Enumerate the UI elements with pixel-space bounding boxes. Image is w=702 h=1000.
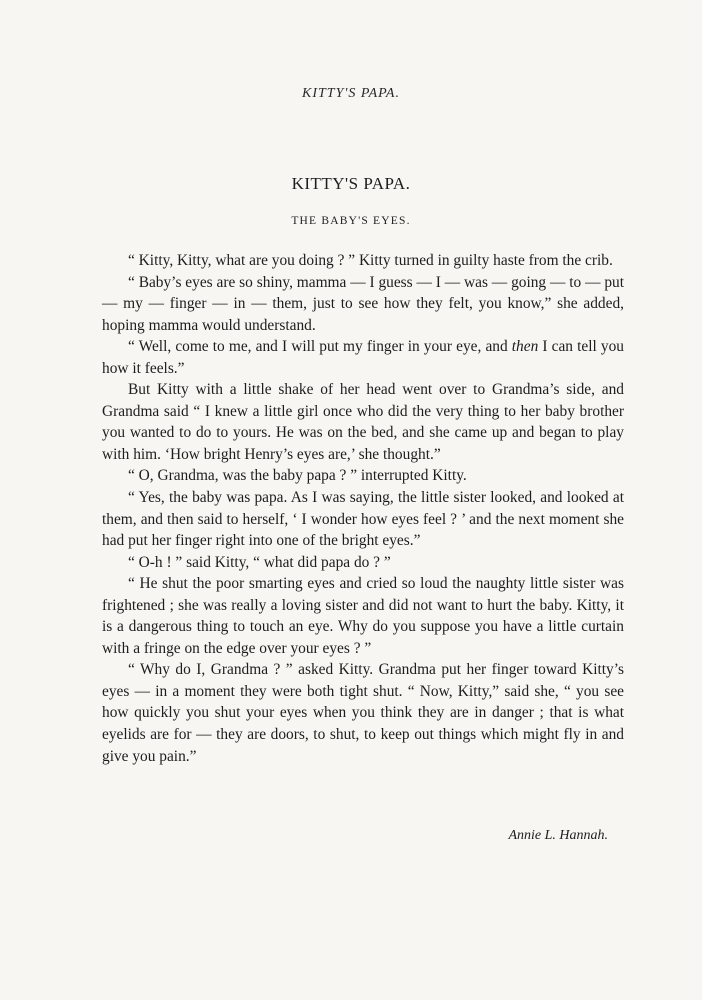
author-signature: Annie L. Hannah. [508,828,608,843]
paragraph-text: I can tell you how it feels.” [102,338,624,377]
paragraph: “ Yes, the baby was papa. As I was saying, the little sister looked, and looked at them, and then said to herself, ‘ I wonder how eyes feel ? ’ and the next moment she had put her finger right into one of the bright eyes.” [102,489,624,550]
paragraph [102,336,624,379]
paragraph: “ He shut the poor smarting eyes and cried so loud the naughty little sister was frightened ; she was really a loving sister and did not want to hurt the baby. Kitty, it is a dangerous thing to touch an eye. Why do you suppose you have a little curtain with a fringe on the edge over your eyes ? ” [102,575,624,657]
paragraph-text: “ Well, come to me, and I will put my finger in your eye, and [128,338,512,356]
paragraph: But Kitty with a little shake of her head went over to Grandma’s side, and Grandma said “ I knew a little girl once who did the very thing to her baby brother you wanted to do to yours. He was on the bed, and she came up and began to play with him. ‘How bright Henry’s eyes are,’ she thought.” [102,381,624,463]
paragraph: “ O, Grandma, was the baby papa ? ” interrupted Kitty. [128,467,467,485]
paragraph: “ Kitty, Kitty, what are you doing ? ” Kitty turned in guilty haste from the crib. [128,252,613,269]
emphasis-text: then [511,338,539,356]
story-title: KITTY'S PAPA. [291,174,411,193]
paragraph: “ O-h ! ” said Kitty, “ what did papa do ? ” [128,553,391,571]
story-body [102,250,624,767]
story-subtitle: THE BABY'S EYES. [291,215,411,227]
paragraph: “ Baby’s eyes are so shiny, mamma — I guess — I — was — going — to — put — my — finger — in — them, just to see how they felt, you know,” she added, hoping mamma would understand. [102,273,624,334]
running-head: KITTY'S PAPA. [302,86,400,101]
paragraph: “ Why do I, Grandma ? ” asked Kitty. Grandma put her finger toward Kitty’s eyes — in a moment they were both tight shut. “ Now, Kitty,” said she, “ you see how quickly you shut your eyes when you think they are in danger ; that is what eyelids are for — they are doors, to shut, to keep out things which might fly in and give you pain.” [102,661,624,765]
